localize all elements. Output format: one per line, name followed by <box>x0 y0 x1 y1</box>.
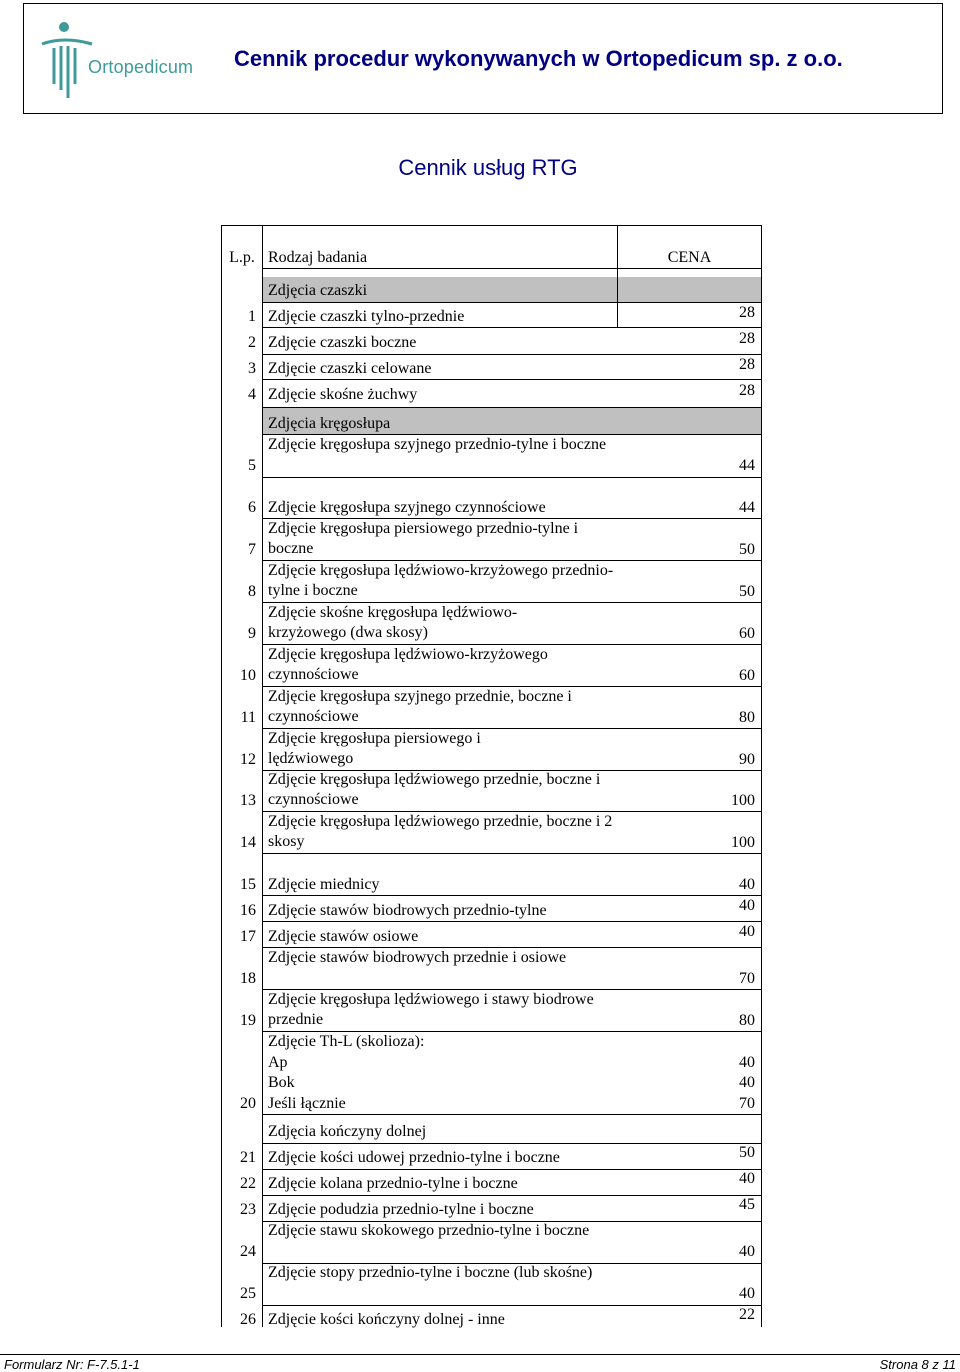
price-table <box>221 225 762 1327</box>
row-name: Zdjęcie kości kończyny dolnej - inne <box>268 1311 505 1328</box>
logo-mark-icon <box>34 18 94 98</box>
row-name: Zdjęcie czaszki boczne <box>268 334 417 351</box>
row-name: Zdjęcie kręgosłupa lędźwiowego przednie, boczne i 2 skosy <box>268 813 613 850</box>
row-name: Zdjęcie kręgosłupa lędźwiowo-krzyżowego przednio-tylne i boczne <box>268 562 614 599</box>
ortopedicum-logo <box>34 18 204 98</box>
row-lp: 1 <box>248 308 256 325</box>
row-name: Zdjęcie czaszki tylno-przednie <box>268 308 465 325</box>
column-divider <box>262 226 263 1327</box>
row-price: 80 <box>739 709 755 726</box>
row-name: Zdjęcie czaszki celowane <box>268 360 432 377</box>
row-price: 40 <box>739 897 755 914</box>
row-price: 28 <box>739 330 755 347</box>
row-divider <box>262 354 761 355</box>
row-divider <box>262 477 761 478</box>
row-price: 44 <box>739 457 755 474</box>
row-lp: 11 <box>240 709 256 726</box>
section-heading-czaszki: Zdjęcia czaszki <box>268 282 368 299</box>
row-price: 60 <box>739 667 755 684</box>
row-lp: 5 <box>248 457 256 474</box>
row-price: 70 <box>739 1095 755 1112</box>
row-price: 22 <box>739 1306 755 1323</box>
row-divider <box>262 1169 761 1170</box>
row-divider <box>262 1114 761 1115</box>
row-lp: 25 <box>240 1285 256 1302</box>
row-name: Zdjęcie Th-L (skolioza): <box>268 1033 425 1050</box>
row-divider <box>262 895 761 896</box>
row-divider <box>262 921 761 922</box>
row-divider <box>262 853 761 854</box>
row-divider <box>262 327 761 328</box>
row-lp: 9 <box>248 625 256 642</box>
row-lp: 7 <box>248 541 256 558</box>
row-name: Zdjęcie kolana przednio-tylne i boczne <box>268 1175 518 1192</box>
row-name: Zdjęcie stawu skokowego przednio-tylne i boczne <box>268 1222 590 1239</box>
row-name: Zdjęcie kręgosłupa szyjnego czynnościowe <box>268 499 546 516</box>
row-price: 40 <box>739 1074 755 1091</box>
row-name: Zdjęcie skośne żuchwy <box>268 386 418 403</box>
row-lp: 23 <box>240 1201 256 1218</box>
row-name: Zdjęcie podudzia przednio-tylne i boczne <box>268 1201 534 1218</box>
row-price: 45 <box>739 1196 755 1213</box>
row-lp: 6 <box>248 499 256 516</box>
row-divider <box>262 379 761 380</box>
row-price: 80 <box>739 1012 755 1029</box>
row-lp: 26 <box>240 1311 256 1328</box>
row-divider <box>262 302 761 303</box>
row-price: 90 <box>739 751 755 768</box>
row-divider <box>262 268 761 269</box>
row-name: Zdjęcie miednicy <box>268 876 380 893</box>
row-lp: 3 <box>248 360 256 377</box>
row-divider <box>262 1143 761 1144</box>
row-lp: 4 <box>248 386 256 403</box>
row-price: 40 <box>739 923 755 940</box>
header-title: Cennik procedur wykonywanych w Ortopedicum sp. z o.o. <box>234 46 843 71</box>
row-price: 40 <box>739 876 755 893</box>
header-name: Rodzaj badania <box>268 249 368 266</box>
row-lp: 14 <box>240 834 256 851</box>
row-price: 50 <box>739 1144 755 1161</box>
row-name: Zdjęcie kręgosłupa lędźwiowego przednie, boczne i czynnościowe <box>268 771 601 808</box>
row-price: 40 <box>739 1243 755 1260</box>
row-subitem: Bok <box>268 1074 295 1091</box>
row-name: Zdjęcie kręgosłupa lędźwiowo-krzyżowego czynnościowe <box>268 646 548 683</box>
row-lp: 8 <box>248 583 256 600</box>
row-price: 100 <box>731 792 755 809</box>
row-price: 60 <box>739 625 755 642</box>
row-price: 28 <box>739 304 755 321</box>
row-lp: 2 <box>248 334 256 351</box>
row-price: 44 <box>739 499 755 516</box>
row-name: Zdjęcie kręgosłupa szyjnego przednio-tylne i boczne <box>268 436 607 453</box>
logo-text: Ortopedicum <box>88 57 194 77</box>
page-footer <box>0 1354 960 1372</box>
section-heading-konczyny: Zdjęcia kończyny dolnej <box>268 1123 427 1140</box>
row-name: Zdjęcie kości udowej przednio-tylne i boczne <box>268 1149 560 1166</box>
row-price: 100 <box>731 834 755 851</box>
row-lp: 20 <box>240 1095 256 1112</box>
row-price: 50 <box>739 583 755 600</box>
row-lp: 24 <box>240 1243 256 1260</box>
row-divider <box>262 1195 761 1196</box>
row-lp: 18 <box>240 970 256 987</box>
row-lp: 16 <box>240 902 256 919</box>
page-number: Strona 8 z 11 <box>879 1357 956 1372</box>
row-subitem: Jeśli łącznie <box>268 1095 346 1112</box>
row-name: Zdjęcie kręgosłupa szyjnego przednie, boczne i czynnościowe <box>268 688 572 725</box>
section-heading-kregoslupa: Zdjęcia kręgosłupa <box>268 415 391 432</box>
row-lp: 19 <box>240 1012 256 1029</box>
row-lp: 17 <box>240 928 256 945</box>
header-lp: L.p. <box>229 249 255 266</box>
row-subitem: Ap <box>268 1054 288 1071</box>
row-price: 40 <box>739 1285 755 1302</box>
header-price: CENA <box>667 249 712 266</box>
row-price: 28 <box>739 382 755 399</box>
row-price: 40 <box>739 1170 755 1187</box>
row-lp: 10 <box>240 667 256 684</box>
row-price: 50 <box>739 541 755 558</box>
row-lp: 13 <box>240 792 256 809</box>
page-title: Cennik usług RTG <box>398 155 578 180</box>
row-name: Zdjęcie kręgosłupa piersiowego przednio-tylne i boczne <box>268 520 579 557</box>
row-name: Zdjęcie skośne kręgosłupa lędźwiowo-krzyżowego (dwa skosy) <box>268 604 518 641</box>
row-divider <box>262 1305 761 1306</box>
row-lp: 12 <box>240 751 256 768</box>
row-lp: 21 <box>240 1149 256 1166</box>
row-name: Zdjęcie stawów osiowe <box>268 928 419 945</box>
row-name: Zdjęcie kręgosłupa piersiowego i lędźwiowego <box>268 730 481 767</box>
row-price: 70 <box>739 970 755 987</box>
row-name: Zdjęcie stawów biodrowych przednio-tylne <box>268 902 547 919</box>
row-price: 40 <box>739 1054 755 1071</box>
document-header <box>23 3 943 114</box>
row-name: Zdjęcie stawów biodrowych przednie i osiowe <box>268 949 567 966</box>
row-name: Zdjęcie kręgosłupa lędźwiowego i stawy biodrowe przednie <box>268 991 594 1028</box>
row-lp: 15 <box>240 876 256 893</box>
form-number: Formularz Nr: F-7.5.1-1 <box>4 1357 140 1372</box>
row-name: Zdjęcie stopy przednio-tylne i boczne (lub skośne) <box>268 1264 593 1281</box>
row-divider <box>262 407 761 408</box>
row-price: 28 <box>739 356 755 373</box>
row-lp: 22 <box>240 1175 256 1192</box>
